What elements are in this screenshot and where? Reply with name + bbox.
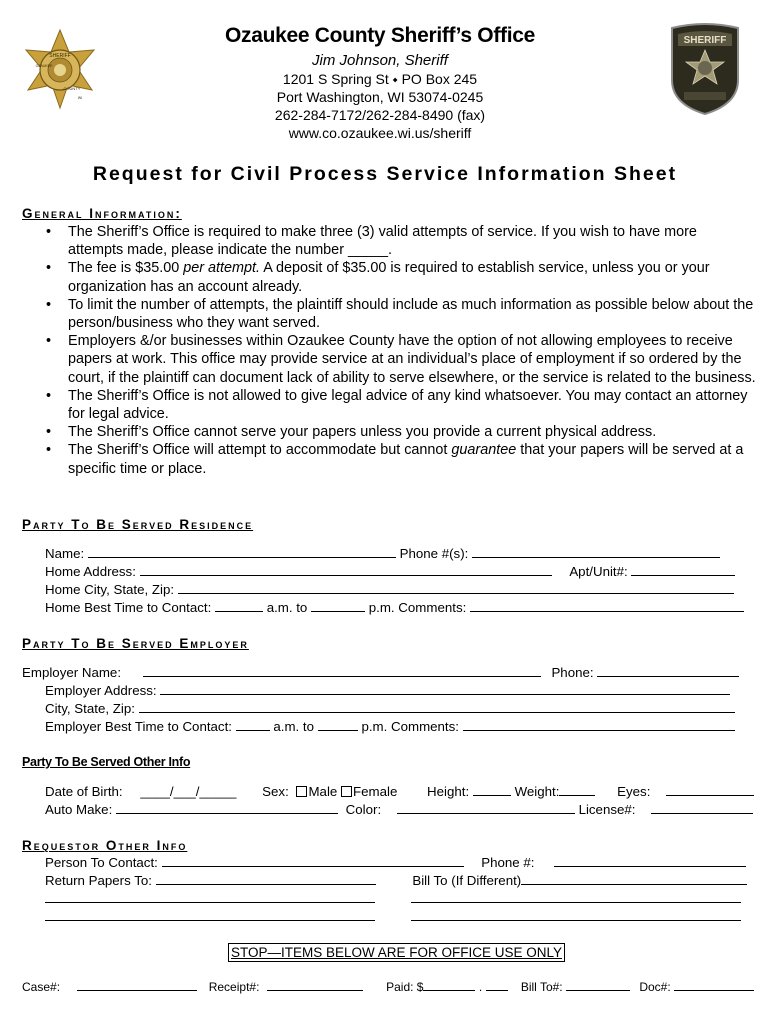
phone-fax: 262-284-7172/262-284-8490 (fax) xyxy=(274,107,486,123)
am-to-label: a.m. to xyxy=(266,600,308,615)
office-use-banner: STOP—ITEMS BELOW ARE FOR OFFICE USE ONLY xyxy=(228,943,565,962)
employer-address-label: Employer Address: xyxy=(45,683,157,698)
phone-label: Phone #(s): xyxy=(399,546,469,561)
return-papers-label: Return Papers To: xyxy=(45,873,152,888)
auto-make-field[interactable] xyxy=(116,802,338,814)
bill-to-line-2[interactable] xyxy=(411,891,741,903)
bill-to-number-label: Bill To#: xyxy=(520,980,563,994)
employer-city-field[interactable] xyxy=(139,701,735,713)
star-bottom-text: COUNTY xyxy=(63,86,81,91)
residence-apt-field[interactable] xyxy=(631,564,735,576)
male-label: Male xyxy=(308,784,338,799)
case-label: Case#: xyxy=(22,980,61,994)
doc-field[interactable] xyxy=(674,979,754,991)
residence-city-field[interactable] xyxy=(178,582,734,594)
employer-pm-field[interactable] xyxy=(318,719,358,731)
residence-name-field[interactable] xyxy=(88,546,396,558)
person-contact-field[interactable] xyxy=(162,855,464,867)
bill-to-number-field[interactable] xyxy=(566,979,630,991)
employer-name-field[interactable] xyxy=(143,665,541,677)
residence-comments-field[interactable] xyxy=(470,600,744,612)
bill-to-label: Bill To (If Different) xyxy=(412,873,522,888)
female-checkbox[interactable] xyxy=(341,786,352,797)
dob-label: Date of Birth: xyxy=(45,784,123,799)
receipt-field[interactable] xyxy=(267,979,363,991)
home-best-time-label: Home Best Time to Contact: xyxy=(45,600,212,615)
return-papers-line-2[interactable] xyxy=(45,891,375,903)
paid-label: Paid: $ xyxy=(386,980,424,994)
star-top-text: SHERIFF xyxy=(49,53,71,59)
bullet-item: • The Sheriff’s Office cannot serve your papers unless you provide a current physical address. xyxy=(46,424,657,441)
residence-heading: Party To Be Served Residence xyxy=(22,517,254,532)
employer-phone-label: Phone: xyxy=(551,665,594,680)
requestor-phone-label: Phone #: xyxy=(481,855,535,870)
requestor-heading: Requestor Other Info xyxy=(22,838,188,853)
height-label: Height: xyxy=(427,784,470,799)
height-field[interactable] xyxy=(473,784,511,796)
home-city-label: Home City, State, Zip: xyxy=(45,582,175,597)
bullet-item: • To limit the number of attempts, the plaintiff should include as much information as possible below about the person/business who they want served. xyxy=(46,296,754,332)
female-label: Female xyxy=(353,784,398,799)
case-field[interactable] xyxy=(77,979,197,991)
bullet-item: • The Sheriff’s Office will attempt to accommodate but cannot guarantee that your papers will be served at a specific time or place. xyxy=(46,442,744,477)
color-field[interactable] xyxy=(397,802,575,814)
employer-address-field[interactable] xyxy=(160,683,730,695)
weight-label: Weight: xyxy=(514,784,560,799)
website: www.co.ozaukee.wi.us/sheriff xyxy=(288,125,472,141)
requestor-phone-field[interactable] xyxy=(554,855,746,867)
org-title: Ozaukee County Sheriff’s Office xyxy=(224,24,536,47)
employer-name-label: Employer Name: xyxy=(22,665,122,680)
star-state-text: WI xyxy=(77,96,83,100)
pm-comments-label: p.m. Comments: xyxy=(368,600,467,615)
sheriff-shield-patch-icon xyxy=(668,22,742,116)
person-contact-label: Person To Contact: xyxy=(45,855,158,870)
auto-make-label: Auto Make: xyxy=(45,802,113,817)
address-line-2: Port Washington, WI 53074-0245 xyxy=(276,89,484,105)
doc-label: Doc#: xyxy=(639,980,671,994)
license-field[interactable] xyxy=(651,802,753,814)
sex-label: Sex: xyxy=(262,784,289,799)
bill-to-line-3[interactable] xyxy=(411,909,741,921)
bullet-item: • The Sheriff’s Office is not allowed to give legal advice of any kind whatsoever. You may contact an attorney for legal advice. xyxy=(46,387,748,423)
other-info-heading: Party To Be Served Other Info xyxy=(22,755,191,769)
employer-heading: Party To Be Served Employer xyxy=(22,636,249,651)
bullet-item: • The fee is $35.00 per attempt. A deposit of $35.00 is required to establish service, unless you or your organization has an account already. xyxy=(46,260,710,295)
dob-field[interactable]: ____/___/_____ xyxy=(140,784,237,799)
receipt-label: Receipt#: xyxy=(208,980,260,994)
paid-cents-field[interactable] xyxy=(486,979,508,991)
eyes-label: Eyes: xyxy=(617,784,651,799)
weight-field[interactable] xyxy=(559,784,595,796)
document-title: Request for Civil Process Service Information Sheet xyxy=(92,163,678,185)
employer-phone-field[interactable] xyxy=(597,665,739,677)
male-checkbox[interactable] xyxy=(296,786,307,797)
star-left-text: OZAUKEE xyxy=(35,64,53,68)
paid-separator: . xyxy=(478,980,483,994)
apt-label: Apt/Unit#: xyxy=(569,564,628,579)
bullet-item: • Employers &/or businesses within Ozaukee County have the option of not allowing employees to receive papers at work. This office may provide service at an individual’s place of employment if so ordered by the court, if the plaintiff can document lack of ability to serve elsewhere, or the service is related to the business. xyxy=(46,333,756,386)
employer-comments-field[interactable] xyxy=(463,719,735,731)
employer-am-to-label: a.m. to xyxy=(273,719,315,734)
color-label: Color: xyxy=(345,802,382,817)
employer-city-label: City, State, Zip: xyxy=(45,701,135,716)
sheriff-name: Jim Johnson, Sheriff xyxy=(312,52,448,69)
return-papers-line-3[interactable] xyxy=(45,909,375,921)
sheriff-star-badge-icon xyxy=(22,28,98,110)
general-info-list xyxy=(46,223,756,478)
employer-pm-comments-label: p.m. Comments: xyxy=(361,719,459,734)
residence-address-field[interactable] xyxy=(140,564,552,576)
bullet-item: • The Sheriff’s Office is required to make three (3) valid attempts of service. If you wish to have more attempts made, please indicate the number _____. xyxy=(46,224,697,259)
name-label: Name: xyxy=(45,546,85,561)
address-line-1: 1201 S Spring St ⬩ PO Box 245 xyxy=(282,71,478,87)
residence-am-field[interactable] xyxy=(215,600,263,612)
general-info-heading: General Information: xyxy=(22,206,182,221)
home-address-label: Home Address: xyxy=(45,564,136,579)
employer-am-field[interactable] xyxy=(236,719,270,731)
return-papers-field[interactable] xyxy=(156,873,376,885)
eyes-field[interactable] xyxy=(666,784,754,796)
paid-dollars-field[interactable] xyxy=(423,979,475,991)
residence-phone-field[interactable] xyxy=(472,546,720,558)
residence-pm-field[interactable] xyxy=(311,600,365,612)
employer-best-time-label: Employer Best Time to Contact: xyxy=(45,719,232,734)
shield-top-text: SHERIFF xyxy=(683,35,727,46)
bill-to-field[interactable] xyxy=(521,873,747,885)
license-label: License#: xyxy=(578,802,636,817)
